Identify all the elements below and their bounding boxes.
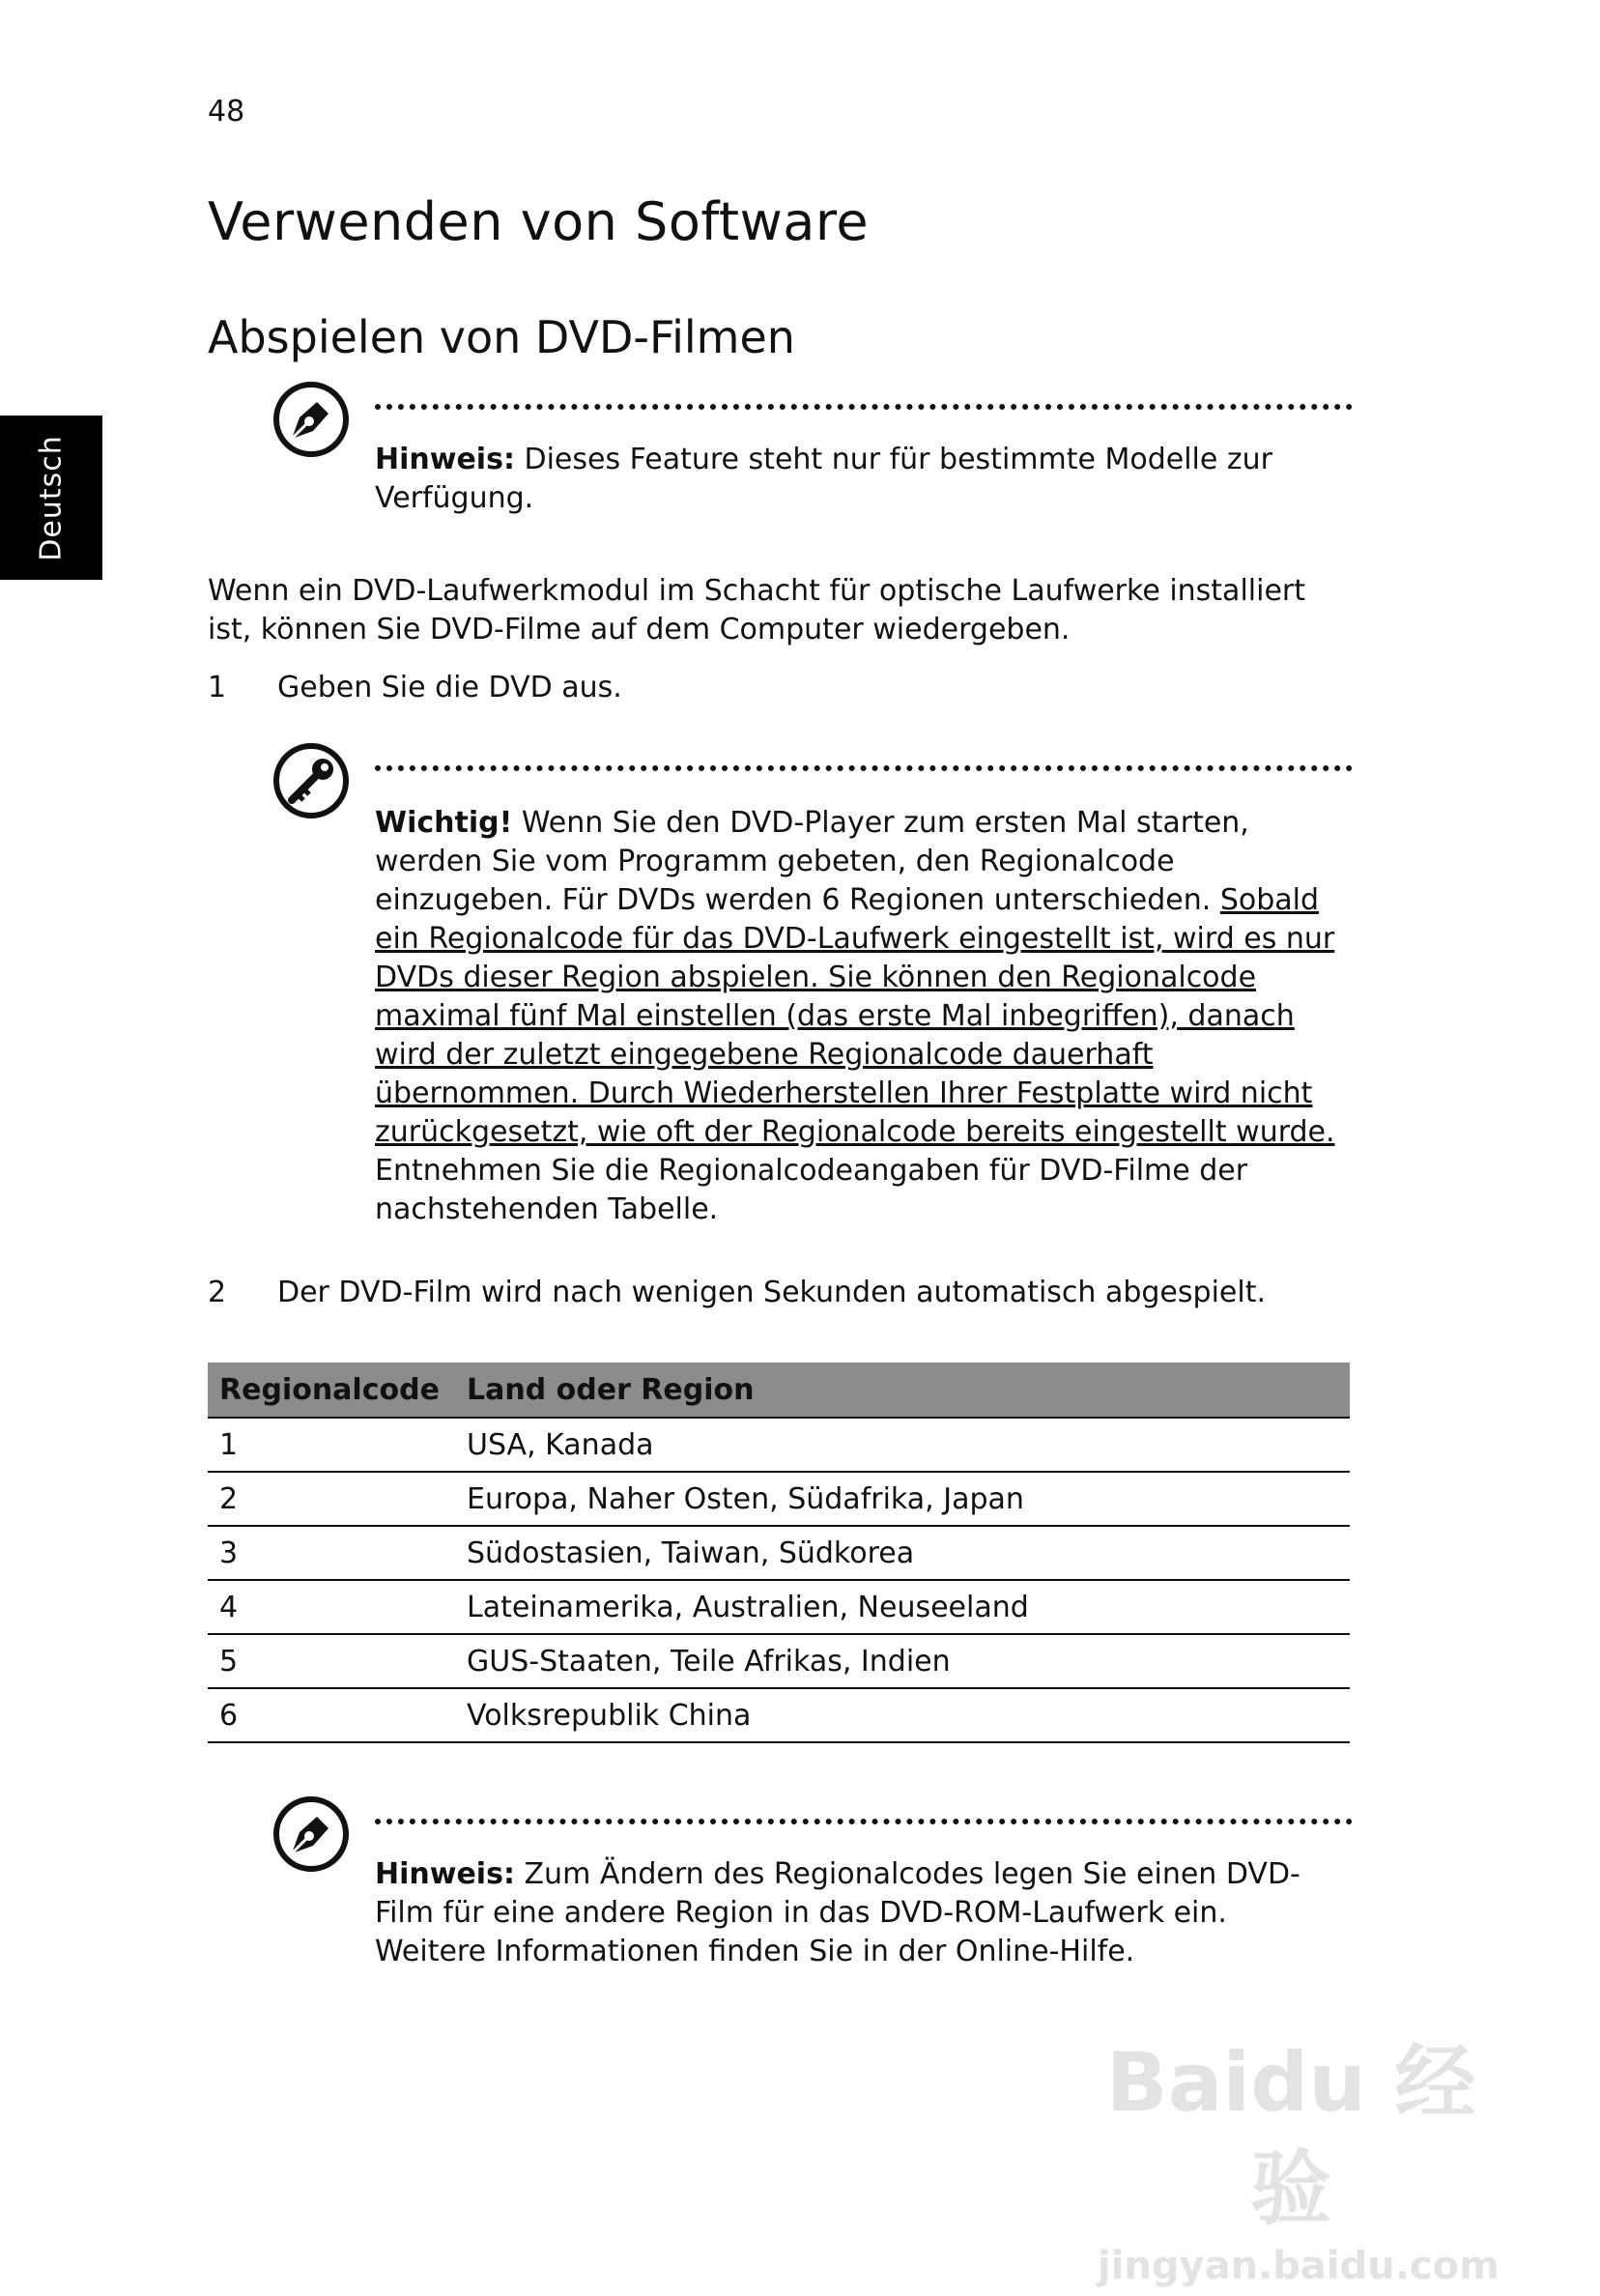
table-header-row [208, 1363, 1350, 1418]
note-text [375, 441, 1343, 518]
language-tab-label: Deutsch [34, 434, 69, 561]
important-box [271, 740, 1353, 1243]
region-name-cell: Europa, Naher Osten, Südafrika, Japan [455, 1472, 1350, 1526]
region-code-cell: 3 [208, 1526, 455, 1580]
note-label: Hinweis: [375, 443, 515, 476]
step-number: 1 [208, 671, 227, 704]
watermark [1098, 2029, 1500, 2288]
note-body: Zum Ändern des Regionalcodes legen Sie einen DVD-Film für eine andere Region in das DVD-ROM-Laufwerk ein. Weitere Informationen finden Sie in der Online-Hilfe. [375, 1857, 1300, 1968]
language-tab [0, 416, 102, 580]
key-icon [271, 740, 352, 821]
important-text [375, 804, 1343, 1229]
pen-nib-icon [271, 1794, 352, 1875]
important-outro: Entnehmen Sie die Regionalcodeangaben für DVD-Filme der nachstehenden Tabelle. [375, 1154, 1248, 1226]
note-text [375, 1855, 1343, 1971]
important-underlined-text: Sobald ein Regionalcode für das DVD-Laufwerk eingestellt ist, wird es nur DVDs dieser Region abspielen. Sie können den Regionalcode maximal fünf Mal einstellen (das erste Mal inbegriffen), danach wird der zuletzt eingegebene Regionalcode dauerhaft übernommen. Durch Wiederherstellen Ihrer Festplatte wird nicht zurückgesetzt, wie oft der Regionalcode bereits eingestellt wurde. [375, 883, 1335, 1149]
step-text: Der DVD-Film wird nach wenigen Sekunden automatisch abgespielt. [277, 1276, 1266, 1309]
region-name-cell: Südostasien, Taiwan, Südkorea [455, 1526, 1350, 1580]
watermark-url: jingyan.baidu.com [1098, 2244, 1500, 2288]
pen-nib-icon [271, 379, 352, 460]
note-box [271, 379, 1353, 533]
page-number: 48 [208, 95, 245, 129]
region-name-cell: Volksrepublik China [455, 1688, 1350, 1742]
important-label: Wichtig! [375, 806, 513, 840]
region-code-cell: 5 [208, 1634, 455, 1688]
step-number: 2 [208, 1276, 227, 1309]
dotted-separator [375, 1819, 1353, 1824]
note-box [271, 1794, 1353, 1987]
region-name-cell: USA, Kanada [455, 1418, 1350, 1472]
table-row [208, 1580, 1350, 1634]
intro-paragraph: Wenn ein DVD-Laufwerkmodul im Schacht für optische Laufwerke installiert ist, können Sie DVD-Filme auf dem Computer wiedergeben. [208, 574, 1306, 646]
region-code-cell: 4 [208, 1580, 455, 1634]
note-body: Dieses Feature steht nur für bestimmte Modelle zur Verfügung. [375, 443, 1272, 515]
table-row [208, 1526, 1350, 1580]
region-code-table [208, 1363, 1350, 1743]
watermark-brand: Baidu 经验 [1105, 2035, 1476, 2236]
step-text: Geben Sie die DVD aus. [277, 671, 622, 704]
table-row [208, 1472, 1350, 1526]
important-intro: Wenn Sie den DVD-Player zum ersten Mal starten, werden Sie vom Programm gebeten, den Regionalcode einzugeben. Für DVDs werden 6 Regionen unterschieden. [375, 806, 1249, 917]
region-name-cell: Lateinamerika, Australien, Neuseeland [455, 1580, 1350, 1634]
dotted-separator [375, 404, 1353, 410]
table-row [208, 1688, 1350, 1742]
column-header-region: Land oder Region [455, 1363, 1350, 1418]
column-header-code: Regionalcode [208, 1363, 455, 1418]
region-code-cell: 2 [208, 1472, 455, 1526]
region-name-cell: GUS-Staaten, Teile Afrikas, Indien [455, 1634, 1350, 1688]
dotted-separator [375, 765, 1353, 771]
region-code-cell: 1 [208, 1418, 455, 1472]
section-title: Abspielen von DVD-Filmen [208, 311, 795, 363]
page-title: Verwenden von Software [208, 191, 870, 252]
table-row [208, 1634, 1350, 1688]
region-code-cell: 6 [208, 1688, 455, 1742]
note-label: Hinweis: [375, 1857, 515, 1891]
table-row [208, 1418, 1350, 1472]
